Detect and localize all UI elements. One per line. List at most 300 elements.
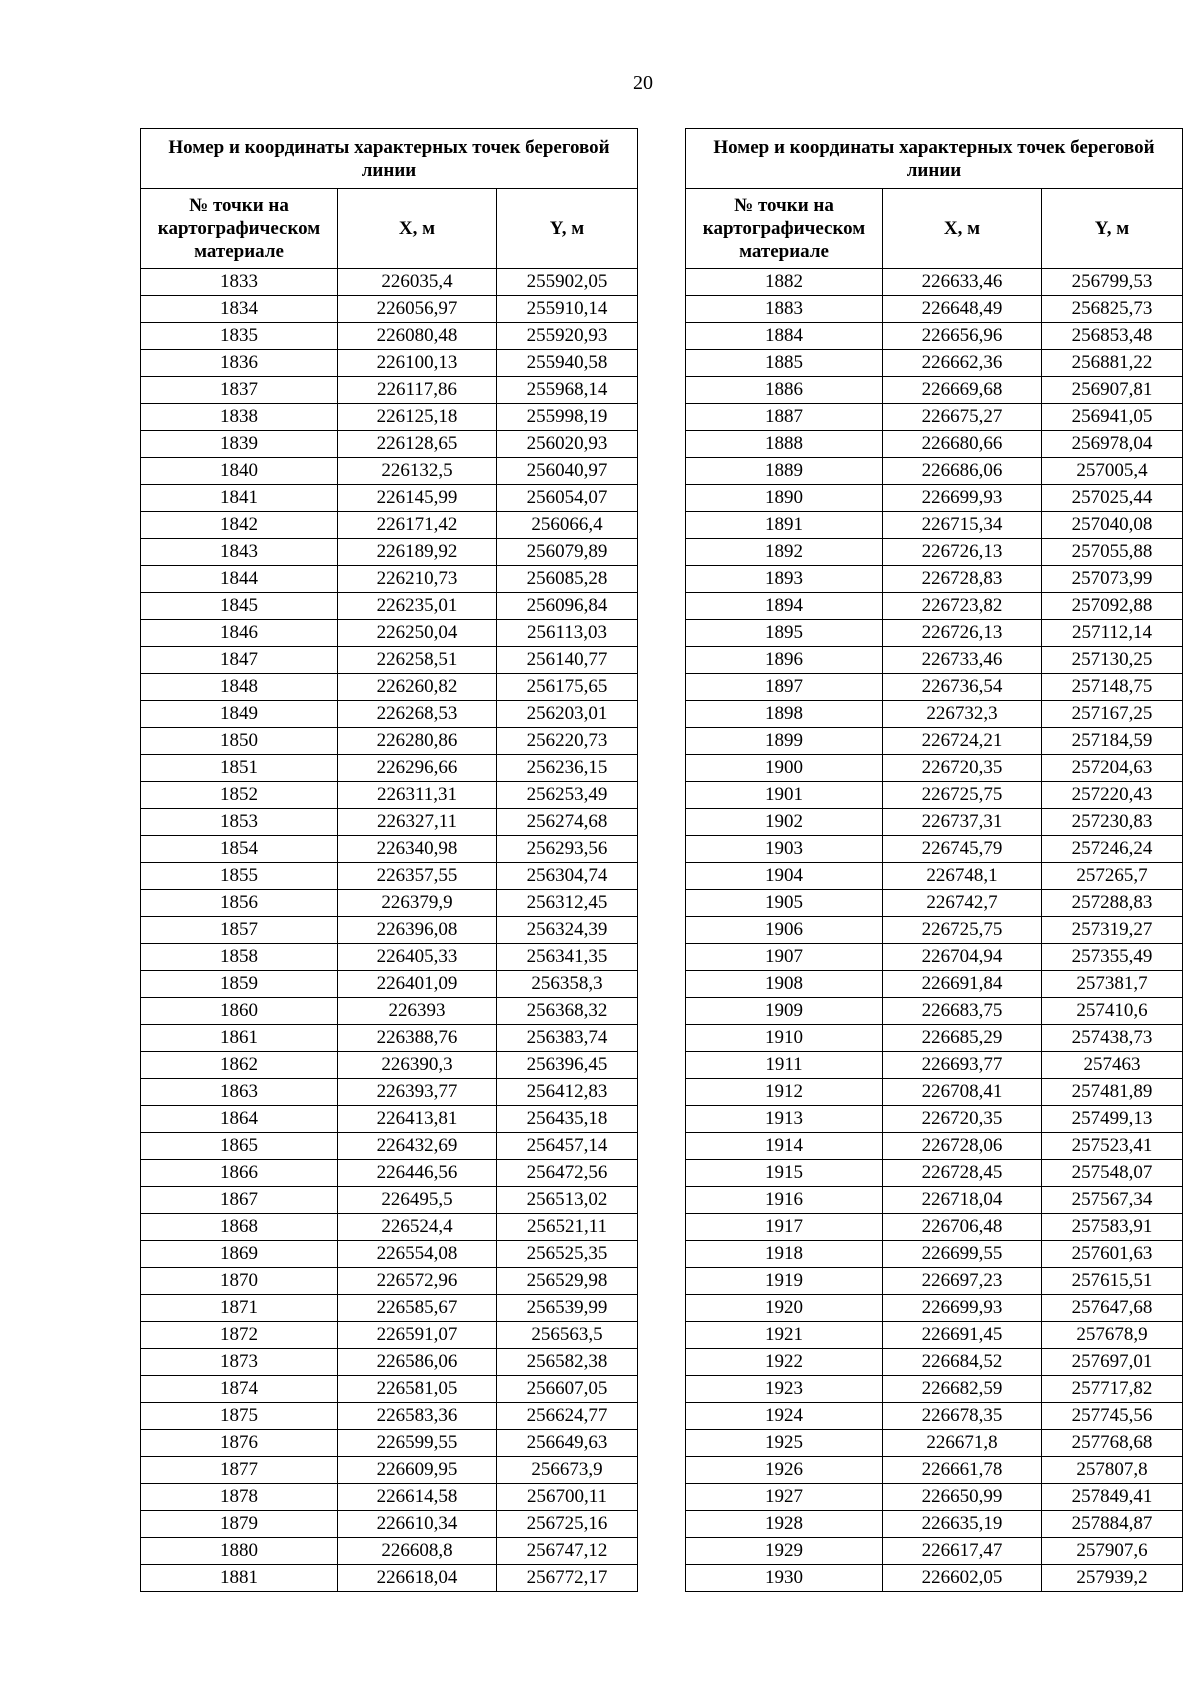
y-coordinate-cell: 256274,68 <box>497 809 638 836</box>
point-number-cell: 1898 <box>686 701 883 728</box>
x-coordinate-cell: 226742,7 <box>883 890 1042 917</box>
x-coordinate-cell: 226745,79 <box>883 836 1042 863</box>
point-number-cell: 1890 <box>686 485 883 512</box>
point-number-cell: 1852 <box>141 782 338 809</box>
y-coordinate-cell: 256525,35 <box>497 1241 638 1268</box>
x-coordinate-cell: 226585,67 <box>338 1295 497 1322</box>
point-number-cell: 1910 <box>686 1025 883 1052</box>
table-row <box>141 593 638 620</box>
y-coordinate-cell: 256085,28 <box>497 566 638 593</box>
x-coordinate-cell: 226524,4 <box>338 1214 497 1241</box>
x-coordinate-cell: 226393,77 <box>338 1079 497 1106</box>
x-coordinate-cell: 226683,75 <box>883 998 1042 1025</box>
table-row <box>141 998 638 1025</box>
x-coordinate-cell: 226035,4 <box>338 269 497 296</box>
x-coordinate-cell: 226401,09 <box>338 971 497 998</box>
y-coordinate-cell: 257092,88 <box>1042 593 1183 620</box>
point-number-cell: 1862 <box>141 1052 338 1079</box>
table-row <box>686 323 1183 350</box>
point-number-cell: 1885 <box>686 350 883 377</box>
y-coordinate-cell: 257410,6 <box>1042 998 1183 1025</box>
x-coordinate-cell: 226720,35 <box>883 755 1042 782</box>
y-coordinate-cell: 257319,27 <box>1042 917 1183 944</box>
point-number-cell: 1874 <box>141 1376 338 1403</box>
y-coordinate-cell: 256725,16 <box>497 1511 638 1538</box>
point-number-cell: 1920 <box>686 1295 883 1322</box>
y-coordinate-cell: 256435,18 <box>497 1106 638 1133</box>
point-number-cell: 1904 <box>686 863 883 890</box>
y-coordinate-cell: 257073,99 <box>1042 566 1183 593</box>
x-coordinate-cell: 226128,65 <box>338 431 497 458</box>
y-coordinate-cell: 257481,89 <box>1042 1079 1183 1106</box>
table-row <box>686 1133 1183 1160</box>
point-number-cell: 1901 <box>686 782 883 809</box>
y-coordinate-cell: 257745,56 <box>1042 1403 1183 1430</box>
point-number-cell: 1893 <box>686 566 883 593</box>
x-coordinate-cell: 226723,82 <box>883 593 1042 620</box>
x-coordinate-cell: 226296,66 <box>338 755 497 782</box>
table-row <box>686 1511 1183 1538</box>
y-coordinate-cell: 256521,11 <box>497 1214 638 1241</box>
table-row <box>686 755 1183 782</box>
x-coordinate-cell: 226432,69 <box>338 1133 497 1160</box>
x-coordinate-cell: 226495,5 <box>338 1187 497 1214</box>
table-row <box>141 269 638 296</box>
y-coordinate-cell: 256825,73 <box>1042 296 1183 323</box>
point-number-cell: 1882 <box>686 269 883 296</box>
x-coordinate-cell: 226235,01 <box>338 593 497 620</box>
x-coordinate-cell: 226268,53 <box>338 701 497 728</box>
y-coordinate-cell: 257768,68 <box>1042 1430 1183 1457</box>
table-row <box>686 1079 1183 1106</box>
point-number-cell: 1887 <box>686 404 883 431</box>
point-number-cell: 1850 <box>141 728 338 755</box>
x-coordinate-cell: 226583,36 <box>338 1403 497 1430</box>
table-row <box>686 890 1183 917</box>
table-row <box>686 809 1183 836</box>
y-coordinate-cell: 256563,5 <box>497 1322 638 1349</box>
point-number-cell: 1848 <box>141 674 338 701</box>
point-number-cell: 1844 <box>141 566 338 593</box>
point-number-cell: 1840 <box>141 458 338 485</box>
point-number-cell: 1911 <box>686 1052 883 1079</box>
table-row <box>686 1052 1183 1079</box>
point-number-cell: 1900 <box>686 755 883 782</box>
y-coordinate-cell: 256040,97 <box>497 458 638 485</box>
x-coordinate-cell: 226379,9 <box>338 890 497 917</box>
table-row <box>686 1565 1183 1592</box>
table-row <box>141 566 638 593</box>
table-row <box>141 539 638 566</box>
x-coordinate-cell: 226617,47 <box>883 1538 1042 1565</box>
table-row <box>686 647 1183 674</box>
table-header-row <box>686 129 1183 189</box>
table-row <box>141 809 638 836</box>
y-coordinate-cell: 257697,01 <box>1042 1349 1183 1376</box>
column-header-row <box>141 189 638 269</box>
point-number-cell: 1853 <box>141 809 338 836</box>
table-row <box>686 485 1183 512</box>
x-coordinate-cell: 226686,06 <box>883 458 1042 485</box>
x-coordinate-cell: 226699,93 <box>883 485 1042 512</box>
table-row <box>141 1241 638 1268</box>
table-row <box>141 728 638 755</box>
table-row <box>141 296 638 323</box>
table-row <box>686 1538 1183 1565</box>
point-number-cell: 1917 <box>686 1214 883 1241</box>
table-row <box>686 431 1183 458</box>
table-row <box>141 377 638 404</box>
point-number-cell: 1880 <box>141 1538 338 1565</box>
x-coordinate-cell: 226610,34 <box>338 1511 497 1538</box>
y-coordinate-cell: 257884,87 <box>1042 1511 1183 1538</box>
point-number-cell: 1915 <box>686 1160 883 1187</box>
y-coordinate-cell: 256978,04 <box>1042 431 1183 458</box>
point-number-cell: 1907 <box>686 944 883 971</box>
table-row <box>141 512 638 539</box>
table-row <box>686 404 1183 431</box>
x-coordinate-cell: 226726,13 <box>883 620 1042 647</box>
point-number-cell: 1892 <box>686 539 883 566</box>
point-number-cell: 1908 <box>686 971 883 998</box>
point-number-cell: 1838 <box>141 404 338 431</box>
x-coordinate-cell: 226704,94 <box>883 944 1042 971</box>
table-row <box>686 917 1183 944</box>
table-row <box>686 1484 1183 1511</box>
point-number-cell: 1884 <box>686 323 883 350</box>
x-coordinate-cell: 226210,73 <box>338 566 497 593</box>
point-number-cell: 1837 <box>141 377 338 404</box>
y-coordinate-cell: 256175,65 <box>497 674 638 701</box>
x-coordinate-cell: 226736,54 <box>883 674 1042 701</box>
point-number-cell: 1906 <box>686 917 883 944</box>
table-row <box>686 1268 1183 1295</box>
table-row <box>141 1106 638 1133</box>
point-number-cell: 1922 <box>686 1349 883 1376</box>
table-row <box>686 1025 1183 1052</box>
x-coordinate-cell: 226682,59 <box>883 1376 1042 1403</box>
table-row <box>686 269 1183 296</box>
point-number-cell: 1846 <box>141 620 338 647</box>
table-row <box>686 1457 1183 1484</box>
x-coordinate-cell: 226725,75 <box>883 917 1042 944</box>
point-number-cell: 1845 <box>141 593 338 620</box>
y-coordinate-cell: 256907,81 <box>1042 377 1183 404</box>
table-row <box>686 674 1183 701</box>
x-coordinate-cell: 226311,31 <box>338 782 497 809</box>
point-number-cell: 1921 <box>686 1322 883 1349</box>
table-row <box>141 1565 638 1592</box>
table-title: Номер и координаты характерных точек береговой линии <box>141 129 638 189</box>
y-coordinate-cell: 257678,9 <box>1042 1322 1183 1349</box>
table-row <box>686 701 1183 728</box>
x-coordinate-cell: 226390,3 <box>338 1052 497 1079</box>
table-row <box>686 1214 1183 1241</box>
point-number-cell: 1855 <box>141 863 338 890</box>
table-row <box>141 431 638 458</box>
x-coordinate-cell: 226726,13 <box>883 539 1042 566</box>
x-coordinate-cell: 226080,48 <box>338 323 497 350</box>
point-number-cell: 1894 <box>686 593 883 620</box>
x-coordinate-cell: 226675,27 <box>883 404 1042 431</box>
table-row <box>686 1295 1183 1322</box>
coordinates-table-left <box>140 128 638 1592</box>
table-row <box>141 836 638 863</box>
table-row <box>686 971 1183 998</box>
x-coordinate-cell: 226720,35 <box>883 1106 1042 1133</box>
point-number-cell: 1834 <box>141 296 338 323</box>
y-coordinate-cell: 257005,4 <box>1042 458 1183 485</box>
x-coordinate-cell: 226732,3 <box>883 701 1042 728</box>
y-coordinate-cell: 257567,34 <box>1042 1187 1183 1214</box>
y-coordinate-cell: 256941,05 <box>1042 404 1183 431</box>
x-coordinate-cell: 226125,18 <box>338 404 497 431</box>
x-coordinate-cell: 226715,34 <box>883 512 1042 539</box>
x-coordinate-cell: 226728,83 <box>883 566 1042 593</box>
table-row <box>141 1268 638 1295</box>
point-number-cell: 1841 <box>141 485 338 512</box>
table-row <box>686 1376 1183 1403</box>
y-coordinate-cell: 255940,58 <box>497 350 638 377</box>
y-coordinate-cell: 256457,14 <box>497 1133 638 1160</box>
y-coordinate-cell: 257548,07 <box>1042 1160 1183 1187</box>
y-coordinate-cell: 256113,03 <box>497 620 638 647</box>
x-coordinate-cell: 226145,99 <box>338 485 497 512</box>
y-coordinate-cell: 256472,56 <box>497 1160 638 1187</box>
table-row <box>686 1430 1183 1457</box>
x-coordinate-cell: 226650,99 <box>883 1484 1042 1511</box>
table-row <box>686 998 1183 1025</box>
x-coordinate-cell: 226718,04 <box>883 1187 1042 1214</box>
y-coordinate-cell: 257130,25 <box>1042 647 1183 674</box>
point-number-cell: 1913 <box>686 1106 883 1133</box>
point-number-cell: 1879 <box>141 1511 338 1538</box>
x-coordinate-cell: 226728,45 <box>883 1160 1042 1187</box>
y-coordinate-cell: 256203,01 <box>497 701 638 728</box>
point-number-cell: 1865 <box>141 1133 338 1160</box>
y-coordinate-cell: 256304,74 <box>497 863 638 890</box>
y-coordinate-cell: 257601,63 <box>1042 1241 1183 1268</box>
point-number-cell: 1909 <box>686 998 883 1025</box>
table-row <box>141 647 638 674</box>
x-coordinate-cell: 226699,55 <box>883 1241 1042 1268</box>
x-coordinate-cell: 226591,07 <box>338 1322 497 1349</box>
y-coordinate-cell: 256253,49 <box>497 782 638 809</box>
x-coordinate-cell: 226661,78 <box>883 1457 1042 1484</box>
y-coordinate-cell: 255902,05 <box>497 269 638 296</box>
x-coordinate-cell: 226724,21 <box>883 728 1042 755</box>
x-coordinate-cell: 226671,8 <box>883 1430 1042 1457</box>
point-number-cell: 1856 <box>141 890 338 917</box>
table-header-row <box>141 129 638 189</box>
table-row <box>686 1349 1183 1376</box>
y-coordinate-cell: 256673,9 <box>497 1457 638 1484</box>
y-coordinate-cell: 257381,7 <box>1042 971 1183 998</box>
point-number-cell: 1847 <box>141 647 338 674</box>
y-coordinate-cell: 257807,8 <box>1042 1457 1183 1484</box>
table-row <box>686 620 1183 647</box>
table-row <box>141 755 638 782</box>
x-coordinate-cell: 226609,95 <box>338 1457 497 1484</box>
y-coordinate-cell: 257615,51 <box>1042 1268 1183 1295</box>
table-row <box>686 1106 1183 1133</box>
point-number-cell: 1833 <box>141 269 338 296</box>
y-coordinate-cell: 257849,41 <box>1042 1484 1183 1511</box>
y-coordinate-cell: 256649,63 <box>497 1430 638 1457</box>
column-header-x: X, м <box>338 189 497 269</box>
table-row <box>141 323 638 350</box>
point-number-cell: 1903 <box>686 836 883 863</box>
table-row <box>141 404 638 431</box>
table-row <box>686 1160 1183 1187</box>
table-row <box>686 296 1183 323</box>
x-coordinate-cell: 226728,06 <box>883 1133 1042 1160</box>
point-number-cell: 1902 <box>686 809 883 836</box>
y-coordinate-cell: 256607,05 <box>497 1376 638 1403</box>
y-coordinate-cell: 257523,41 <box>1042 1133 1183 1160</box>
table-row <box>686 539 1183 566</box>
point-number-cell: 1876 <box>141 1430 338 1457</box>
point-number-cell: 1835 <box>141 323 338 350</box>
point-number-cell: 1895 <box>686 620 883 647</box>
y-coordinate-cell: 256799,53 <box>1042 269 1183 296</box>
table-row <box>141 971 638 998</box>
column-header-point-number: № точки на картографическом материале <box>141 189 338 269</box>
y-coordinate-cell: 256700,11 <box>497 1484 638 1511</box>
table-row <box>686 1322 1183 1349</box>
table-row <box>141 1484 638 1511</box>
y-coordinate-cell: 256293,56 <box>497 836 638 863</box>
point-number-cell: 1851 <box>141 755 338 782</box>
x-coordinate-cell: 226669,68 <box>883 377 1042 404</box>
point-number-cell: 1928 <box>686 1511 883 1538</box>
x-coordinate-cell: 226599,55 <box>338 1430 497 1457</box>
point-number-cell: 1870 <box>141 1268 338 1295</box>
table-row <box>686 1241 1183 1268</box>
x-coordinate-cell: 226737,31 <box>883 809 1042 836</box>
y-coordinate-cell: 257355,49 <box>1042 944 1183 971</box>
point-number-cell: 1912 <box>686 1079 883 1106</box>
y-coordinate-cell: 257265,7 <box>1042 863 1183 890</box>
point-number-cell: 1924 <box>686 1403 883 1430</box>
table-row <box>141 1025 638 1052</box>
point-number-cell: 1886 <box>686 377 883 404</box>
table-row <box>686 458 1183 485</box>
y-coordinate-cell: 257055,88 <box>1042 539 1183 566</box>
y-coordinate-cell: 256220,73 <box>497 728 638 755</box>
x-coordinate-cell: 226748,1 <box>883 863 1042 890</box>
table-row <box>141 1160 638 1187</box>
x-coordinate-cell: 226327,11 <box>338 809 497 836</box>
y-coordinate-cell: 256881,22 <box>1042 350 1183 377</box>
point-number-cell: 1877 <box>141 1457 338 1484</box>
x-coordinate-cell: 226635,19 <box>883 1511 1042 1538</box>
table-row <box>686 512 1183 539</box>
y-coordinate-cell: 255968,14 <box>497 377 638 404</box>
table-row <box>141 944 638 971</box>
point-number-cell: 1863 <box>141 1079 338 1106</box>
point-number-cell: 1925 <box>686 1430 883 1457</box>
y-coordinate-cell: 256066,4 <box>497 512 638 539</box>
table-row <box>141 890 638 917</box>
y-coordinate-cell: 256529,98 <box>497 1268 638 1295</box>
x-coordinate-cell: 226586,06 <box>338 1349 497 1376</box>
table-row <box>686 863 1183 890</box>
point-number-cell: 1897 <box>686 674 883 701</box>
x-coordinate-cell: 226554,08 <box>338 1241 497 1268</box>
x-coordinate-cell: 226572,96 <box>338 1268 497 1295</box>
y-coordinate-cell: 257148,75 <box>1042 674 1183 701</box>
x-coordinate-cell: 226680,66 <box>883 431 1042 458</box>
y-coordinate-cell: 256624,77 <box>497 1403 638 1430</box>
point-number-cell: 1896 <box>686 647 883 674</box>
point-number-cell: 1869 <box>141 1241 338 1268</box>
x-coordinate-cell: 226393 <box>338 998 497 1025</box>
table-row <box>141 458 638 485</box>
y-coordinate-cell: 257025,44 <box>1042 485 1183 512</box>
point-number-cell: 1867 <box>141 1187 338 1214</box>
table-row <box>141 1322 638 1349</box>
y-coordinate-cell: 256020,93 <box>497 431 638 458</box>
point-number-cell: 1916 <box>686 1187 883 1214</box>
column-header-y: Y, м <box>1042 189 1183 269</box>
x-coordinate-cell: 226280,86 <box>338 728 497 755</box>
table-row <box>141 1052 638 1079</box>
point-number-cell: 1860 <box>141 998 338 1025</box>
y-coordinate-cell: 256358,3 <box>497 971 638 998</box>
table-row <box>141 1214 638 1241</box>
x-coordinate-cell: 226100,13 <box>338 350 497 377</box>
point-number-cell: 1888 <box>686 431 883 458</box>
column-header-point-number: № точки на картографическом материале <box>686 189 883 269</box>
x-coordinate-cell: 226662,36 <box>883 350 1042 377</box>
x-coordinate-cell: 226691,45 <box>883 1322 1042 1349</box>
x-coordinate-cell: 226357,55 <box>338 863 497 890</box>
y-coordinate-cell: 257288,83 <box>1042 890 1183 917</box>
y-coordinate-cell: 256853,48 <box>1042 323 1183 350</box>
table-row <box>141 350 638 377</box>
point-number-cell: 1875 <box>141 1403 338 1430</box>
point-number-cell: 1866 <box>141 1160 338 1187</box>
point-number-cell: 1868 <box>141 1214 338 1241</box>
point-number-cell: 1883 <box>686 296 883 323</box>
point-number-cell: 1889 <box>686 458 883 485</box>
point-number-cell: 1842 <box>141 512 338 539</box>
point-number-cell: 1929 <box>686 1538 883 1565</box>
y-coordinate-cell: 256582,38 <box>497 1349 638 1376</box>
x-coordinate-cell: 226056,97 <box>338 296 497 323</box>
table-row <box>686 377 1183 404</box>
y-coordinate-cell: 257246,24 <box>1042 836 1183 863</box>
y-coordinate-cell: 257184,59 <box>1042 728 1183 755</box>
y-coordinate-cell: 257040,08 <box>1042 512 1183 539</box>
y-coordinate-cell: 257907,6 <box>1042 1538 1183 1565</box>
x-coordinate-cell: 226697,23 <box>883 1268 1042 1295</box>
point-number-cell: 1927 <box>686 1484 883 1511</box>
table-row <box>141 674 638 701</box>
x-coordinate-cell: 226581,05 <box>338 1376 497 1403</box>
y-coordinate-cell: 256383,74 <box>497 1025 638 1052</box>
point-number-cell: 1857 <box>141 917 338 944</box>
table-row <box>141 1295 638 1322</box>
y-coordinate-cell: 257463 <box>1042 1052 1183 1079</box>
y-coordinate-cell: 257583,91 <box>1042 1214 1183 1241</box>
y-coordinate-cell: 257204,63 <box>1042 755 1183 782</box>
point-number-cell: 1859 <box>141 971 338 998</box>
table-row <box>141 1430 638 1457</box>
x-coordinate-cell: 226656,96 <box>883 323 1042 350</box>
x-coordinate-cell: 226691,84 <box>883 971 1042 998</box>
